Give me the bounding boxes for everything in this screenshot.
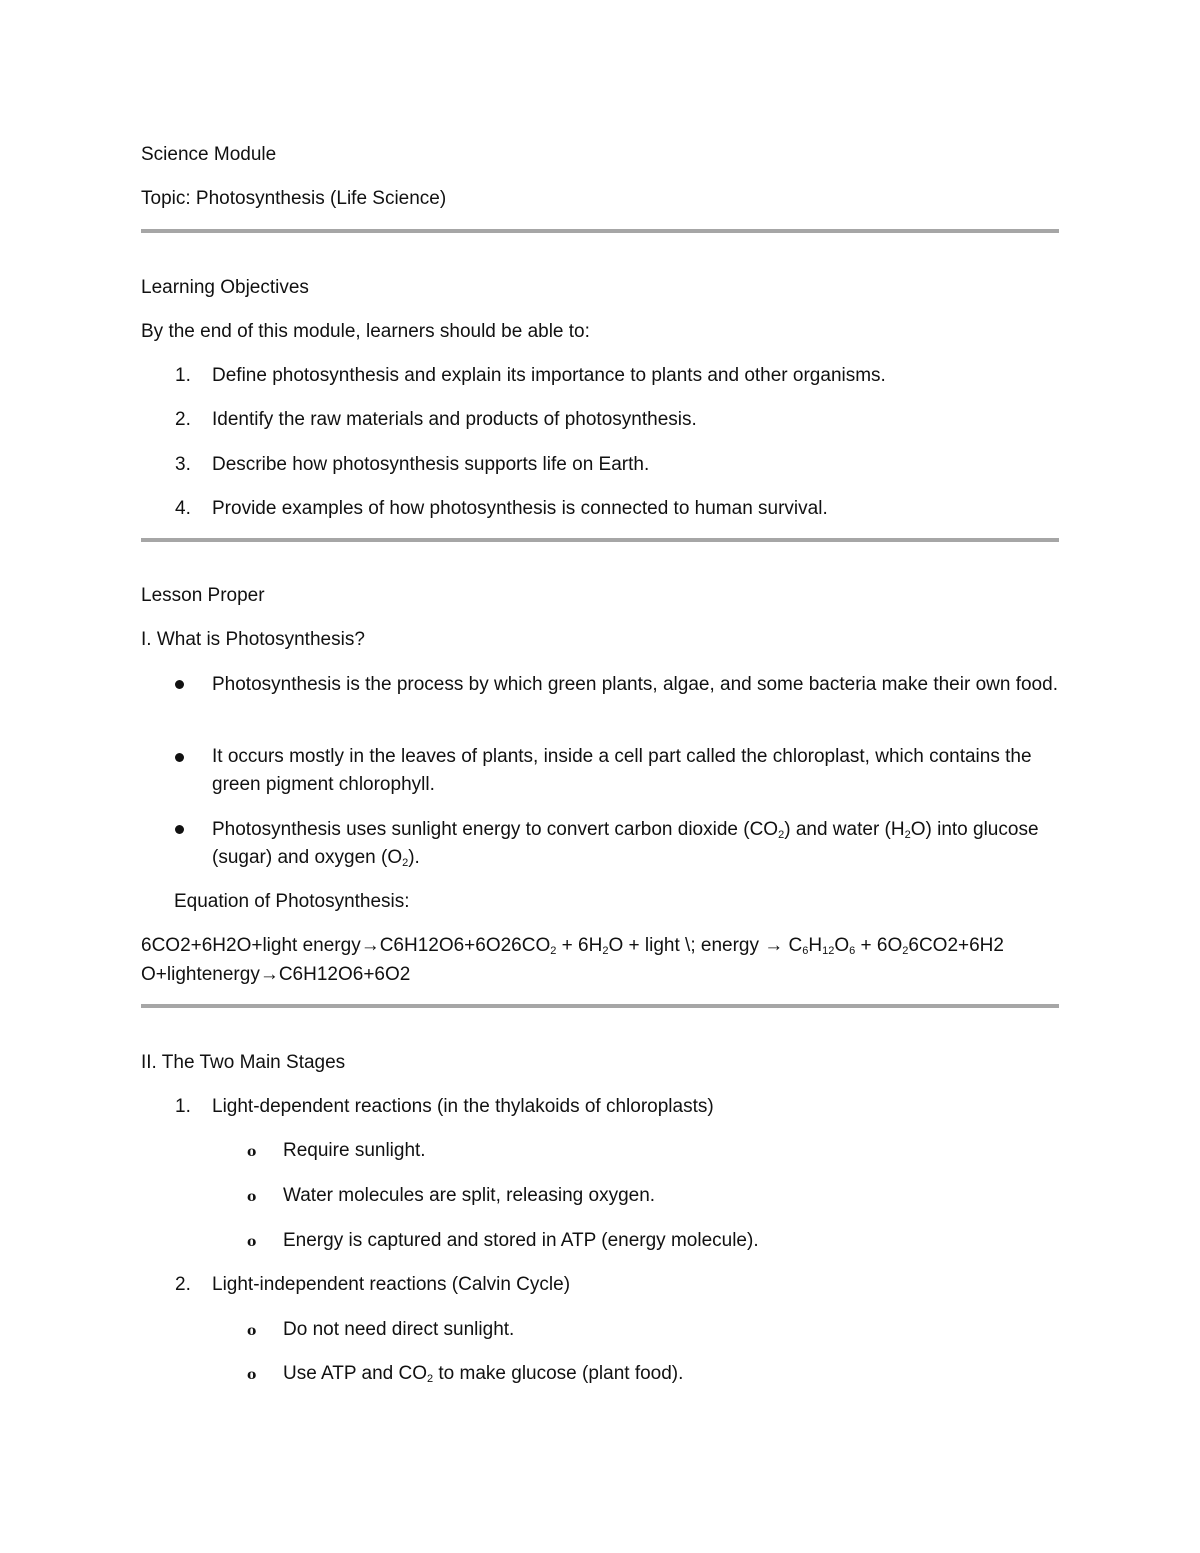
stage-item: Light-dependent reactions (in the thylakoids of chloroplasts) bbox=[212, 1096, 714, 1117]
stage-subitem: Do not need direct sunlight. bbox=[283, 1319, 515, 1340]
section2-title: II. The Two Main Stages bbox=[141, 1052, 346, 1073]
bullet-icon bbox=[175, 753, 184, 762]
equation-label: Equation of Photosynthesis: bbox=[174, 891, 410, 912]
objectives-intro: By the end of this module, learners should be able to: bbox=[141, 321, 590, 342]
lesson-bullet: It occurs mostly in the leaves of plants, inside a cell part called the chloroplast, which contains the green pigment chlorophyll. bbox=[212, 746, 1032, 795]
lesson-heading: Lesson Proper bbox=[141, 585, 265, 606]
module-title: Science Module bbox=[141, 144, 277, 165]
bullet-icon bbox=[175, 680, 184, 689]
section-divider bbox=[141, 1004, 1059, 1008]
circle-bullet-icon: o bbox=[247, 1189, 257, 1205]
objective-item: Define photosynthesis and explain its importance to plants and other organisms. bbox=[212, 365, 886, 386]
section-divider bbox=[141, 229, 1059, 233]
section-divider bbox=[141, 538, 1059, 542]
circle-bullet-icon: o bbox=[247, 1234, 257, 1250]
stage-subitem: Use ATP and $CO_2$ to make glucose (plant food). bbox=[283, 1363, 684, 1385]
objective-number: 4. bbox=[175, 498, 191, 519]
stage-item: Light-independent reactions (Calvin Cycle) bbox=[212, 1274, 571, 1295]
stage-number: 1. bbox=[175, 1096, 191, 1117]
bullet-icon bbox=[175, 825, 184, 834]
stage-subitem: Energy is captured and stored in ATP (energy molecule). bbox=[283, 1230, 759, 1251]
objective-number: 2. bbox=[175, 409, 191, 430]
circle-bullet-icon: o bbox=[247, 1367, 257, 1383]
objectives-heading: Learning Objectives bbox=[141, 277, 309, 298]
stage-number: 2. bbox=[175, 1274, 191, 1295]
section1-title: I. What is Photosynthesis? bbox=[141, 629, 365, 650]
circle-bullet-icon: o bbox=[247, 1323, 257, 1339]
circle-bullet-icon: o bbox=[247, 1144, 257, 1160]
equation-line: O+lightenergy→C6H12O6+6O2 bbox=[141, 964, 411, 985]
lesson-bullet: Photosynthesis is the process by which green plants, algae, and some bacteria make their own food. bbox=[212, 674, 1058, 695]
objective-item: Describe how photosynthesis supports life on Earth. bbox=[212, 454, 650, 475]
stage-subitem: Water molecules are split, releasing oxygen. bbox=[283, 1185, 656, 1206]
objective-number: 3. bbox=[175, 454, 191, 475]
equation-line: 6CO2+6H2O+light $energy\to C6H12O6+6O26CO_2 + 6H_2O$ + light \; energy → $C_6H_{12}O_6 + 6O_26CO2+6H2$ bbox=[141, 935, 1004, 957]
stage-subitem: Require sunlight. bbox=[283, 1140, 426, 1161]
lesson-bullet: Photosynthesis uses sunlight energy to convert carbon dioxide $(CO_2)$ and water $(H_2O)$ into glucose (sugar) and oxygen $(O_2)$. bbox=[212, 819, 1039, 869]
objective-item: Identify the raw materials and products of photosynthesis. bbox=[212, 409, 697, 430]
module-topic: Topic: Photosynthesis (Life Science) bbox=[141, 188, 447, 209]
objective-number: 1. bbox=[175, 365, 191, 386]
objective-item: Provide examples of how photosynthesis is connected to human survival. bbox=[212, 498, 828, 519]
